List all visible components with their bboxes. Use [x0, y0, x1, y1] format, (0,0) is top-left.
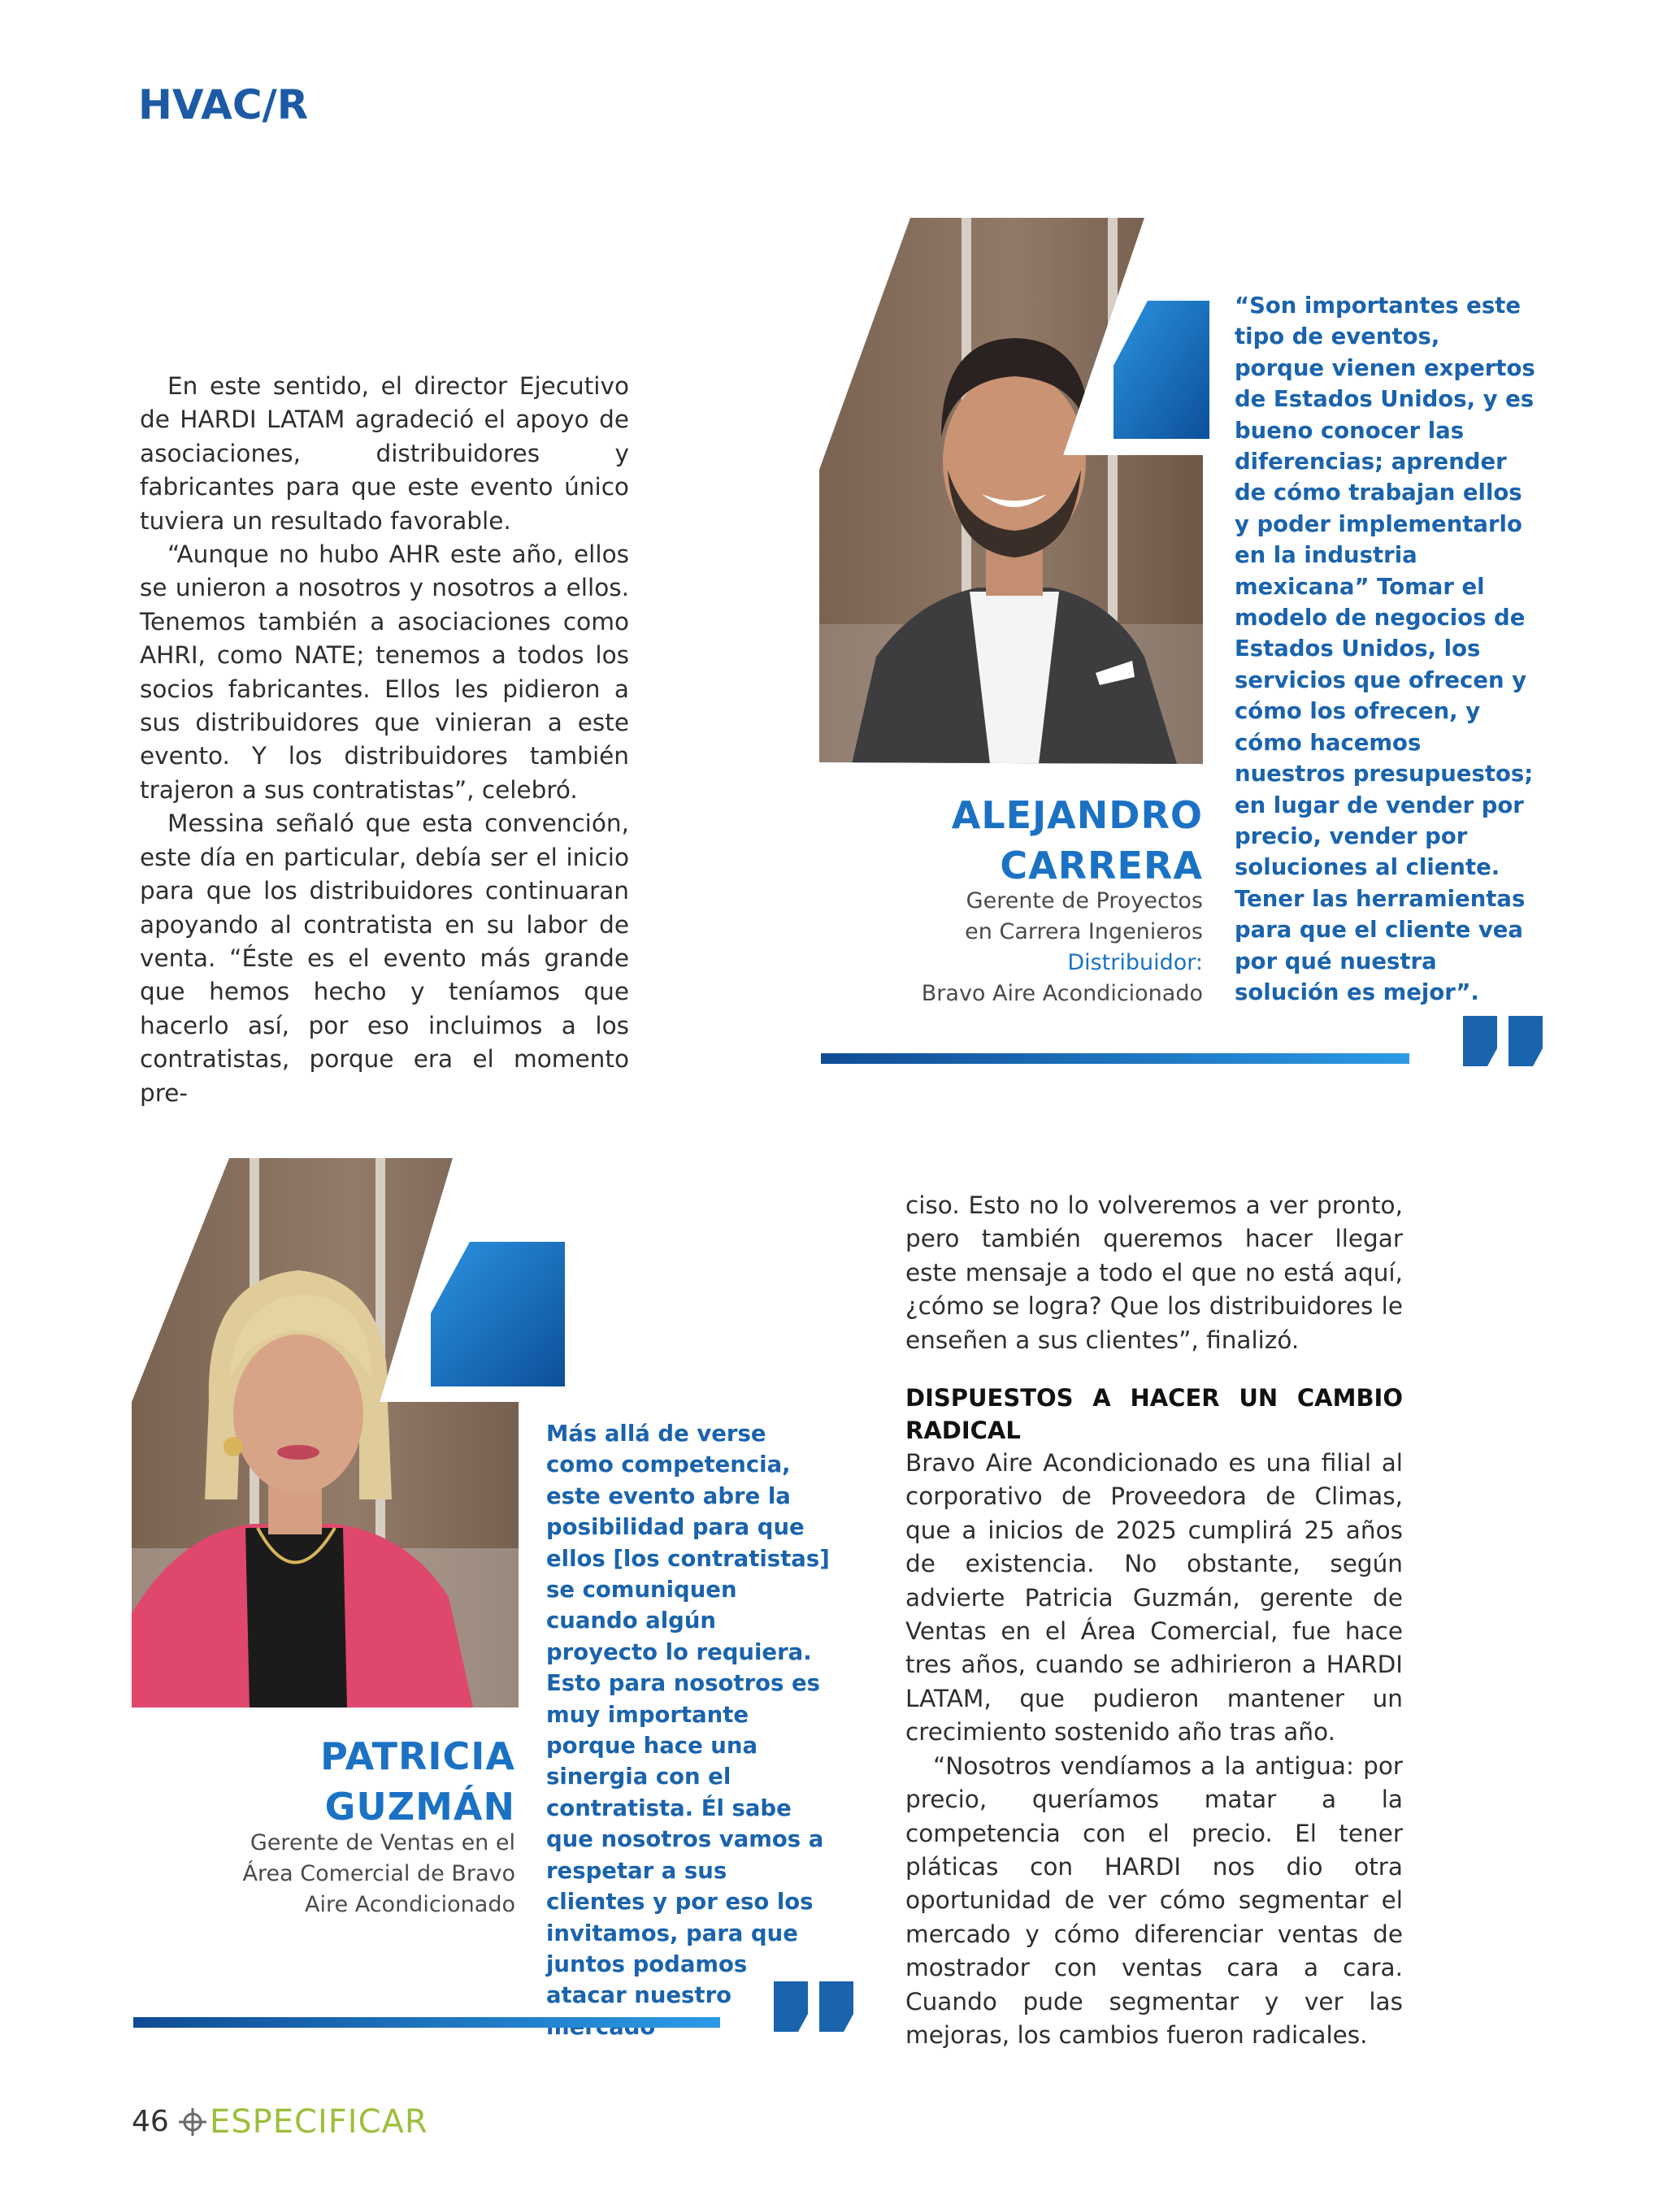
- patricia-name: [163, 1731, 515, 1832]
- left-text-column: [140, 370, 629, 1110]
- open-quote-icon: [1113, 301, 1209, 439]
- paragraph: ciso. Esto no lo volveremos a ver pronto, pero también queremos hacer llegar este mensaje a todo el que no está aquí, ¿cómo se logra? Que los distribuidores le enseñen a sus clientes”, finalizó.: [905, 1191, 1403, 1354]
- divider-rule: [133, 2017, 720, 2028]
- role-line: Gerente de Ventas en el: [250, 1830, 515, 1855]
- alejandro-photo-frame: [819, 218, 1209, 764]
- alejandro-quote: “Son importantes este tipo de eventos, porque vienen expertos de Estados Unidos, y es bueno conocer las diferencias; aprender de cómo trabajan ellos y poder implementarlo en la industria mexicana” Tomar el modelo de negocios de Estados Unidos, los servicios que ofrecen y cómo los ofrecen, y cómo hacemos nuestros presupuestos; en lugar de vender por precio, vender por soluciones al cliente. Tener las herramientas para que el cliente vea por qué nuestra solución es mejor”.: [1235, 293, 1535, 1005]
- open-quote-icon: [431, 1242, 565, 1386]
- close-quote-icon: [1463, 1016, 1546, 1066]
- name-line: ALEJANDRO: [951, 793, 1203, 837]
- page-number: 46: [132, 2105, 169, 2138]
- role-line: Bravo Aire Acondicionado: [921, 981, 1203, 1006]
- patricia-role: [163, 1828, 515, 1920]
- role-line: Gerente de Proyectos: [966, 888, 1203, 913]
- name-line: CARRERA: [1000, 844, 1203, 887]
- role-line: Área Comercial de Bravo: [242, 1861, 515, 1886]
- divider-rule: [821, 1053, 1409, 1064]
- crosshair-icon: [179, 2108, 206, 2136]
- role-line: Distribuidor:: [1067, 950, 1203, 975]
- section-tag: HVAC/R: [138, 81, 309, 128]
- name-line: PATRICIA: [320, 1734, 515, 1778]
- paragraph: “Nosotros vendíamos a la antigua: por precio, queríamos matar a la competencia con el precio. El tener pláticas con HARDI nos dio otra oportunidad de ver cómo segmentar el mercado y cómo diferenciar ventas de mostrador con ventas cara a cara. Cuando pude segmentar y ver las mejoras, los cambios fueron radicales.: [905, 1751, 1403, 2049]
- patricia-photo-frame: [132, 1158, 577, 1707]
- right-text-column: [905, 1189, 1403, 2052]
- paragraph: En este sentido, el director Ejecutivo de HARDI LATAM agradeció el apoyo de asociaciones, distribuidores y fabricantes para que este evento único tuviera un resultado favorable.: [140, 372, 629, 535]
- role-line: Aire Acondicionado: [305, 1892, 515, 1917]
- subheading: DISPUESTOS A HACER UN CAMBIO RADICAL: [905, 1384, 1403, 1445]
- close-quote-icon: [774, 1981, 857, 2032]
- role-line: en Carrera Ingenieros: [965, 919, 1203, 944]
- name-line: GUZMÁN: [324, 1785, 515, 1829]
- alejandro-role: [862, 886, 1203, 1009]
- paragraph: “Aunque no hubo AHR este año, ellos se unieron a nosotros y nosotros a ellos. Tenemos también a asociaciones como AHRI, como NATE; tenemos a todos los socios fabricantes. Ellos les pidieron a sus distribuidores que vinieran a este evento. Y los distribuidores también trajeron a sus contratistas”, celebró.: [140, 540, 629, 804]
- patricia-quote: Más allá de verse como competencia, este evento abre la posibilidad para que ellos [los contratistas] se comuniquen cuando algún proyecto lo requiera. Esto para nosotros es muy importante porque hace una sinergia con el contratista. Él sabe que nosotros vamos a respetar a sus clientes y por eso los invitamos, para que juntos podamos atacar nuestro: [546, 1421, 830, 2009]
- paragraph: Messina señaló que esta convención, este día en particular, debía ser el inicio para que los distribuidores continuaran apoyando al contratista en su labor de venta. “Éste es el evento más grande que hemos hecho y teníamos que hacerlo así, por eso incluimos a los contratistas, porque era el momento pre-: [140, 809, 629, 1107]
- brand-logo: ESPECIFICAR: [210, 2103, 428, 2141]
- paragraph: Bravo Aire Acondicionado es una filial al corporativo de Proveedora de Climas, que a inicios de 2025 cumplirá 25 años de existencia. No obstante, según advierte Patricia Guzmán, gerente de Ventas en el Área Comercial, fue hace tres años, cuando se adhirieron a HARDI LATAM, que pudieron mantener un crecimiento sostenido año tras año.: [905, 1449, 1403, 1747]
- alejandro-name: [862, 790, 1203, 891]
